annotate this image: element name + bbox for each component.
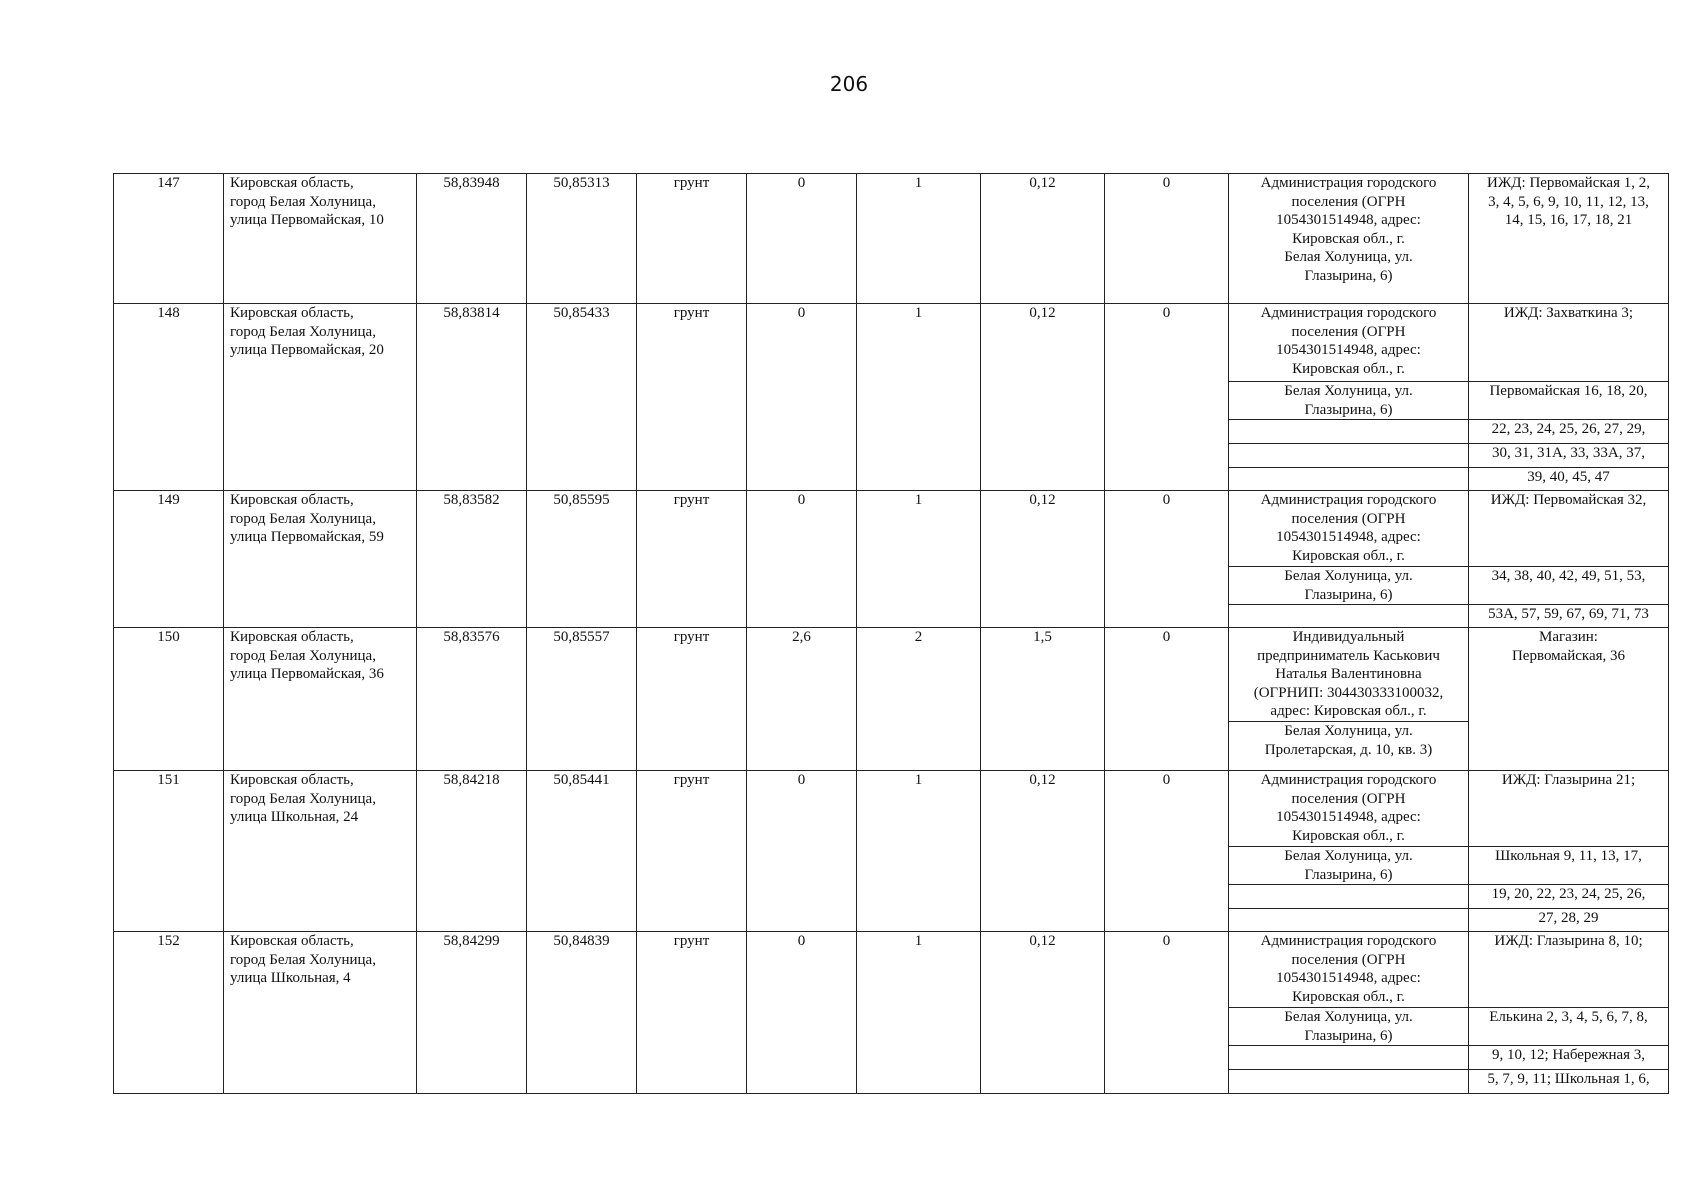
- waste-source-cell: ИЖД: Захваткина 3;: [1469, 304, 1669, 382]
- latitude-cell: 58,84218: [417, 771, 527, 932]
- bunker-count-cell: 0: [1105, 628, 1229, 771]
- area-cell: 2,6: [747, 628, 857, 771]
- container-volume-cell: 0,12: [981, 174, 1105, 304]
- longitude-cell: 50,85595: [527, 491, 637, 628]
- surface-cell: грунт: [637, 304, 747, 491]
- surface-cell: грунт: [637, 932, 747, 1094]
- latitude-cell: 58,83814: [417, 304, 527, 491]
- address-cell: Кировская область, город Белая Холуница, улица Школьная, 4: [224, 932, 417, 1094]
- registry-table: [113, 173, 1669, 1094]
- address-cell: Кировская область, город Белая Холуница, улица Школьная, 24: [224, 771, 417, 932]
- container-volume-cell: 0,12: [981, 771, 1105, 932]
- row-number: 152: [114, 932, 224, 1094]
- area-cell: 0: [747, 771, 857, 932]
- waste-source-cell: ИЖД: Первомайская 1, 2, 3, 4, 5, 6, 9, 10, 11, 12, 13, 14, 15, 16, 17, 18, 21: [1469, 174, 1669, 304]
- waste-source-cell: 19, 20, 22, 23, 24, 25, 26,: [1469, 885, 1669, 909]
- row-number: 149: [114, 491, 224, 628]
- longitude-cell: 50,85557: [527, 628, 637, 771]
- bunker-count-cell: 0: [1105, 491, 1229, 628]
- owner-cell: [1229, 1046, 1469, 1070]
- bunker-count-cell: 0: [1105, 174, 1229, 304]
- longitude-cell: 50,84839: [527, 932, 637, 1094]
- area-cell: 0: [747, 932, 857, 1094]
- owner-cell: [1229, 605, 1469, 628]
- surface-cell: грунт: [637, 771, 747, 932]
- container-count-cell: 1: [857, 491, 981, 628]
- owner-cell: [1229, 909, 1469, 932]
- longitude-cell: 50,85313: [527, 174, 637, 304]
- page-number: 206: [829, 72, 869, 96]
- address-cell: Кировская область, город Белая Холуница, улица Первомайская, 20: [224, 304, 417, 491]
- container-count-cell: 2: [857, 628, 981, 771]
- container-volume-cell: 0,12: [981, 932, 1105, 1094]
- bunker-count-cell: 0: [1105, 771, 1229, 932]
- waste-source-cell: 27, 28, 29: [1469, 909, 1669, 932]
- owner-cell: [1229, 420, 1469, 444]
- table-row: [114, 174, 1669, 304]
- latitude-cell: 58,83948: [417, 174, 527, 304]
- bunker-count-cell: 0: [1105, 932, 1229, 1094]
- waste-source-cell: ИЖД: Глазырина 21;: [1469, 771, 1669, 847]
- owner-cell: Белая Холуница, ул. Пролетарская, д. 10, кв. 3): [1229, 722, 1469, 771]
- address-cell: Кировская область, город Белая Холуница, улица Первомайская, 59: [224, 491, 417, 628]
- bunker-count-cell: 0: [1105, 304, 1229, 491]
- container-volume-cell: 1,5: [981, 628, 1105, 771]
- address-cell: Кировская область, город Белая Холуница, улица Первомайская, 10: [224, 174, 417, 304]
- container-count-cell: 1: [857, 932, 981, 1094]
- table-row: [114, 932, 1669, 1008]
- waste-source-cell: 34, 38, 40, 42, 49, 51, 53,: [1469, 567, 1669, 605]
- row-number: 148: [114, 304, 224, 491]
- container-count-cell: 1: [857, 771, 981, 932]
- waste-source-cell: 30, 31, 31А, 33, 33А, 37,: [1469, 444, 1669, 468]
- longitude-cell: 50,85433: [527, 304, 637, 491]
- waste-source-cell: 9, 10, 12; Набережная 3,: [1469, 1046, 1669, 1070]
- row-number: 151: [114, 771, 224, 932]
- area-cell: 0: [747, 174, 857, 304]
- waste-source-cell: 22, 23, 24, 25, 26, 27, 29,: [1469, 420, 1669, 444]
- owner-cell: Администрация городского поселения (ОГРН 1054301514948, адрес: Кировская обл., г.: [1229, 771, 1469, 847]
- owner-cell: [1229, 468, 1469, 491]
- waste-source-cell: ИЖД: Первомайская 32,: [1469, 491, 1669, 567]
- container-count-cell: 1: [857, 304, 981, 491]
- owner-cell: Индивидуальный предприниматель Каськович Наталья Валентиновна (ОГРНИП: 304430333100032, адрес: Кировская обл., г.: [1229, 628, 1469, 722]
- row-number: 147: [114, 174, 224, 304]
- waste-source-cell: Первомайская 16, 18, 20,: [1469, 382, 1669, 420]
- owner-cell: [1229, 1070, 1469, 1094]
- address-cell: Кировская область, город Белая Холуница, улица Первомайская, 36: [224, 628, 417, 771]
- container-count-cell: 1: [857, 174, 981, 304]
- table-row: [114, 771, 1669, 847]
- area-cell: 0: [747, 491, 857, 628]
- owner-cell: Белая Холуница, ул. Глазырина, 6): [1229, 567, 1469, 605]
- container-volume-cell: 0,12: [981, 491, 1105, 628]
- owner-cell: Администрация городского поселения (ОГРН 1054301514948, адрес: Кировская обл., г.: [1229, 304, 1469, 382]
- area-cell: 0: [747, 304, 857, 491]
- owner-cell: Белая Холуница, ул. Глазырина, 6): [1229, 1008, 1469, 1046]
- table-row: [114, 491, 1669, 567]
- surface-cell: грунт: [637, 174, 747, 304]
- waste-source-cell: 5, 7, 9, 11; Школьная 1, 6,: [1469, 1070, 1669, 1094]
- latitude-cell: 58,83576: [417, 628, 527, 771]
- table-row: [114, 304, 1669, 382]
- table-row: [114, 628, 1669, 722]
- surface-cell: грунт: [637, 491, 747, 628]
- owner-cell: Белая Холуница, ул. Глазырина, 6): [1229, 382, 1469, 420]
- waste-source-cell: ИЖД: Глазырина 8, 10;: [1469, 932, 1669, 1008]
- longitude-cell: 50,85441: [527, 771, 637, 932]
- waste-source-cell: 53А, 57, 59, 67, 69, 71, 73: [1469, 605, 1669, 628]
- owner-cell: [1229, 885, 1469, 909]
- latitude-cell: 58,83582: [417, 491, 527, 628]
- waste-source-cell: Магазин: Первомайская, 36: [1469, 628, 1669, 771]
- owner-cell: Администрация городского поселения (ОГРН 1054301514948, адрес: Кировская обл., г. Белая Холуница, ул. Глазырина, 6): [1229, 174, 1469, 304]
- waste-source-cell: Елькина 2, 3, 4, 5, 6, 7, 8,: [1469, 1008, 1669, 1046]
- waste-source-cell: 39, 40, 45, 47: [1469, 468, 1669, 491]
- waste-source-cell: Школьная 9, 11, 13, 17,: [1469, 847, 1669, 885]
- latitude-cell: 58,84299: [417, 932, 527, 1094]
- row-number: 150: [114, 628, 224, 771]
- owner-cell: Администрация городского поселения (ОГРН 1054301514948, адрес: Кировская обл., г.: [1229, 491, 1469, 567]
- owner-cell: [1229, 444, 1469, 468]
- surface-cell: грунт: [637, 628, 747, 771]
- container-volume-cell: 0,12: [981, 304, 1105, 491]
- owner-cell: Администрация городского поселения (ОГРН 1054301514948, адрес: Кировская обл., г.: [1229, 932, 1469, 1008]
- owner-cell: Белая Холуница, ул. Глазырина, 6): [1229, 847, 1469, 885]
